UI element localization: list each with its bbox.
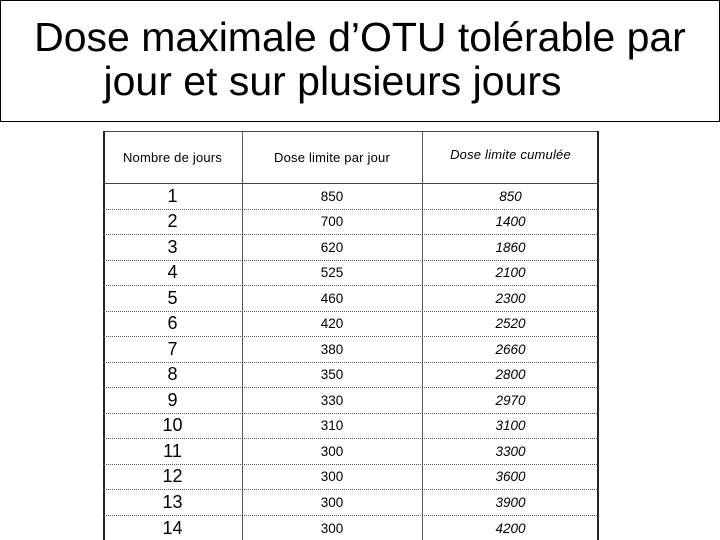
cell-cumulative-dose: 3900 bbox=[495, 494, 526, 510]
header-daily-dose: Dose limite par jour bbox=[274, 149, 390, 165]
cell-days: 13 bbox=[162, 491, 183, 512]
cell-daily-dose: 300 bbox=[320, 494, 344, 510]
cell-daily-dose: 300 bbox=[320, 469, 344, 485]
dose-table bbox=[103, 131, 599, 540]
cell-daily-dose: 300 bbox=[320, 443, 344, 459]
cell-cumulative-dose: 3100 bbox=[495, 418, 526, 434]
table-row bbox=[103, 337, 599, 363]
cell-days: 4 bbox=[167, 262, 178, 283]
cell-cumulative-dose: 2660 bbox=[495, 341, 526, 357]
table-row bbox=[103, 235, 599, 261]
cell-days: 3 bbox=[167, 236, 178, 257]
cell-daily-dose: 300 bbox=[320, 520, 344, 536]
cell-days: 12 bbox=[162, 466, 183, 487]
cell-daily-dose: 350 bbox=[320, 367, 344, 383]
cell-daily-dose: 420 bbox=[320, 316, 344, 332]
cell-daily-dose: 330 bbox=[320, 392, 344, 408]
table-row bbox=[103, 286, 599, 312]
table-row bbox=[103, 363, 599, 389]
cell-cumulative-dose: 850 bbox=[499, 188, 522, 204]
cell-days: 14 bbox=[162, 517, 183, 538]
cell-days: 6 bbox=[167, 313, 178, 334]
cell-cumulative-dose: 2100 bbox=[495, 265, 526, 281]
cell-cumulative-dose: 2800 bbox=[495, 367, 526, 383]
table-row bbox=[103, 312, 599, 338]
cell-days: 2 bbox=[167, 211, 178, 232]
cell-cumulative-dose: 3600 bbox=[495, 469, 526, 485]
table-row bbox=[103, 414, 599, 440]
slide-title bbox=[0, 0, 720, 122]
cell-daily-dose: 700 bbox=[320, 214, 344, 230]
cell-days: 1 bbox=[167, 185, 178, 206]
title-line-2: jour et sur plusieurs jours bbox=[103, 58, 562, 104]
table-row bbox=[103, 465, 599, 491]
cell-cumulative-dose: 2520 bbox=[495, 316, 526, 332]
table-row bbox=[103, 388, 599, 414]
table-row bbox=[103, 184, 599, 210]
cell-daily-dose: 525 bbox=[320, 265, 344, 281]
cell-cumulative-dose: 2970 bbox=[495, 392, 526, 408]
table-row bbox=[103, 439, 599, 465]
cell-days: 10 bbox=[162, 415, 183, 436]
cell-daily-dose: 460 bbox=[320, 290, 344, 306]
cell-days: 8 bbox=[167, 364, 178, 385]
table-row bbox=[103, 210, 599, 236]
cell-cumulative-dose: 1400 bbox=[495, 214, 526, 230]
cell-days: 5 bbox=[167, 287, 178, 308]
cell-daily-dose: 380 bbox=[320, 341, 344, 357]
cell-cumulative-dose: 2300 bbox=[495, 290, 526, 306]
table-row bbox=[103, 490, 599, 516]
cell-daily-dose: 310 bbox=[320, 418, 344, 434]
table-header-row bbox=[103, 131, 599, 184]
cell-days: 9 bbox=[167, 389, 178, 410]
cell-days: 7 bbox=[167, 338, 178, 359]
cell-cumulative-dose: 4200 bbox=[495, 520, 526, 536]
cell-cumulative-dose: 1860 bbox=[495, 239, 526, 255]
cell-daily-dose: 850 bbox=[320, 188, 344, 204]
table-row bbox=[103, 516, 599, 540]
cell-days: 11 bbox=[163, 440, 182, 461]
cell-daily-dose: 620 bbox=[320, 239, 344, 255]
title-line-1: Dose maximale d’OTU tolérable par bbox=[34, 14, 686, 60]
header-days: Nombre de jours bbox=[122, 149, 223, 165]
header-cumulative-dose: Dose limite cumulée bbox=[450, 147, 571, 162]
table-row bbox=[103, 261, 599, 287]
cell-cumulative-dose: 3300 bbox=[495, 443, 526, 459]
